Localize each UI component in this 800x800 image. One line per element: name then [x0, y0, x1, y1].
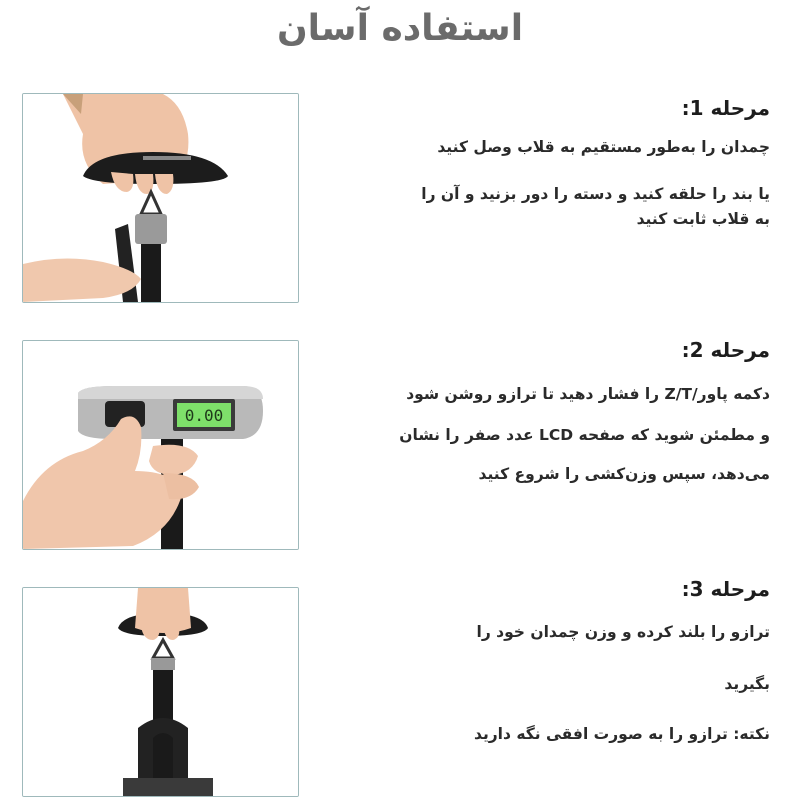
page-title: استفاده آسان [276, 8, 524, 49]
step-3 [330, 577, 770, 743]
step-2-title: مرحله 2: [681, 338, 770, 362]
step-1-line-1: چمدان را به‌طور مستقیم به قلاب وصل کنید [437, 138, 770, 156]
step-3-line-3: نکته: ترازو را به صورت افقی نگه دارید [473, 725, 770, 743]
step-3-line-1: ترازو را بلند کرده و وزن چمدان خود را [476, 623, 770, 641]
step-3-photo [22, 587, 299, 797]
step-1-photo [22, 93, 299, 303]
step-2-line-1: دکمه پاور/Z/T را فشار دهید تا ترازو روشن شود [406, 385, 770, 403]
step-2-photo [22, 340, 299, 550]
lcd-readout: 0.00 [184, 406, 224, 425]
step-1-line-3: به قلاب ثابت کنید [636, 210, 770, 228]
step-2-line-3: می‌دهد، سپس وزن‌کشی را شروع کنید [478, 465, 770, 483]
step-2 [330, 338, 770, 483]
step-2-line-2: و مطمئن شوید که صفحه LCD عدد صفر را نشان [399, 426, 770, 444]
step-1 [330, 96, 770, 228]
step-1-title: مرحله 1: [681, 96, 770, 120]
step-3-line-2: بگیرید [724, 675, 770, 693]
step-1-line-2: یا بند را حلقه کنید و دسته را دور بزنید و آن را [421, 185, 770, 203]
step-3-title: مرحله 3: [681, 577, 770, 601]
